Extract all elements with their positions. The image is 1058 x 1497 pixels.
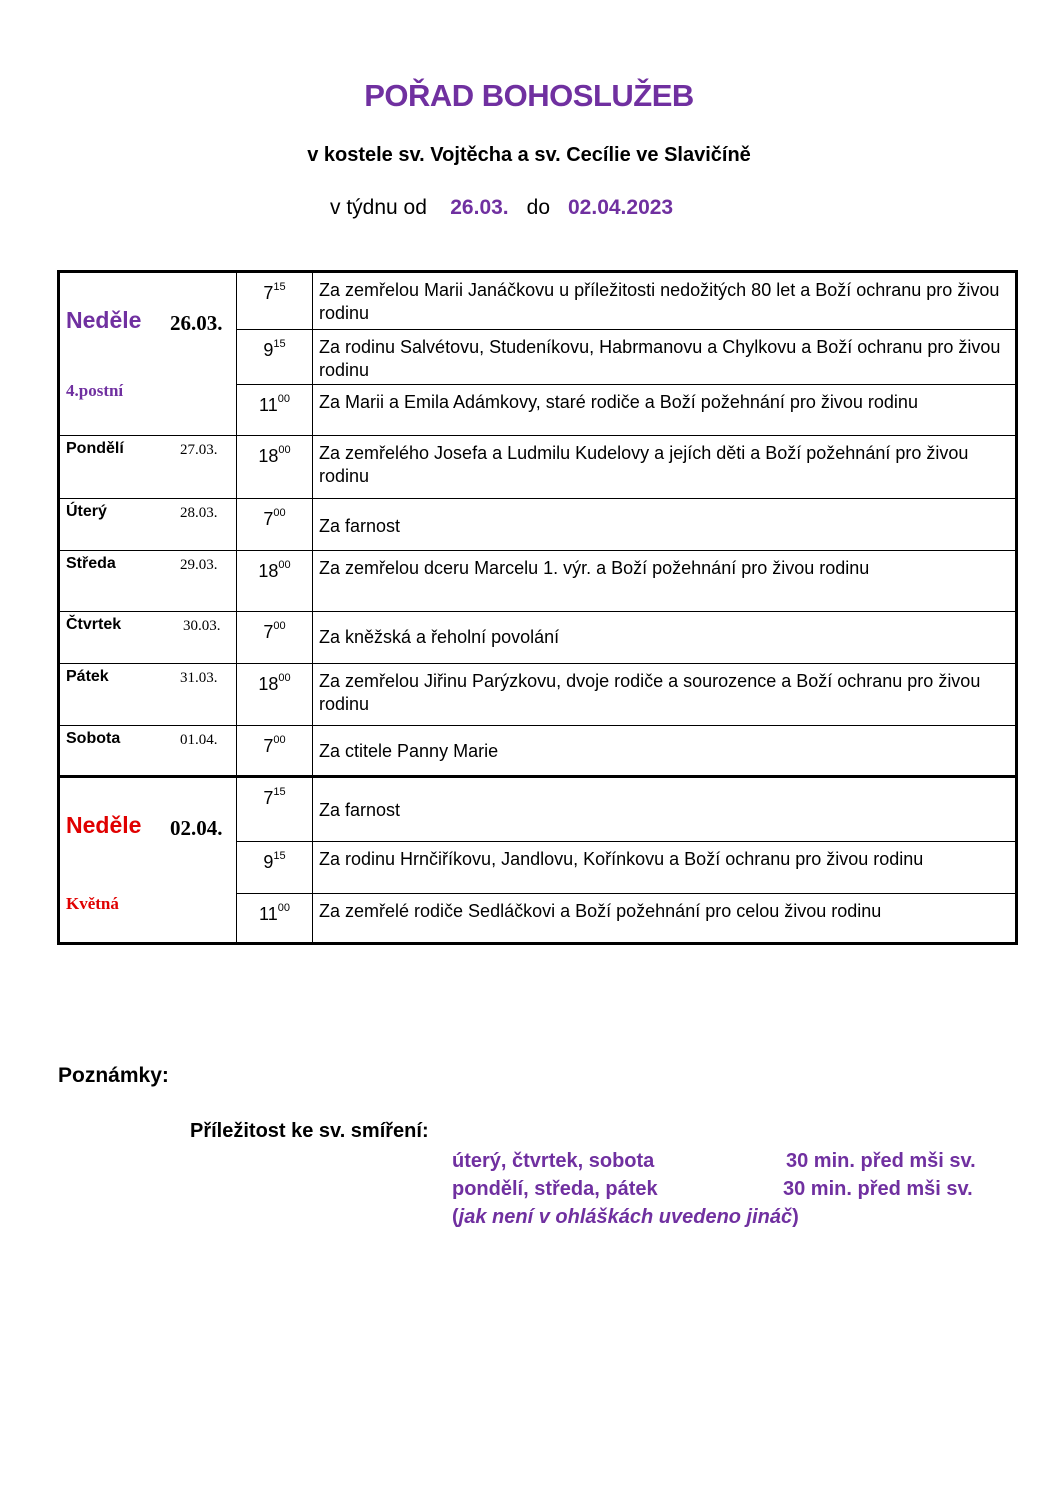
week-range bbox=[330, 196, 673, 220]
table-row bbox=[59, 499, 1017, 551]
mass-intention: Za zemřelou dceru Marcelu 1. výr. a Boží požehnání pro živou rodinu bbox=[313, 551, 1017, 612]
day-cell bbox=[59, 664, 237, 726]
mass-time: $11^{00}$ bbox=[237, 894, 313, 944]
mass-intention: Za farnost bbox=[313, 777, 1017, 842]
church-subtitle: v kostele sv. Vojtěcha a sv. Cecílie ve Slavičíně bbox=[307, 144, 751, 166]
mass-intention: Za zemřelé rodiče Sedláčkovi a Boží požehnání pro celou živou rodinu bbox=[313, 894, 1017, 944]
day-name: Neděle bbox=[66, 307, 142, 333]
day-date: 30.03. bbox=[183, 618, 221, 634]
table-row bbox=[59, 664, 1017, 726]
day-cell bbox=[59, 499, 237, 551]
mass-time: $11^{00}$ bbox=[237, 385, 313, 436]
day-date: 31.03. bbox=[180, 670, 218, 686]
table-row bbox=[59, 551, 1017, 612]
mass-intention: Za zemřelou Jiřinu Parýzkovu, dvoje rodiče a sourozence a Boží ochranu pro živou rodinu bbox=[313, 664, 1017, 726]
day-date: 27.03. bbox=[180, 442, 218, 458]
feast-name: 4.postní bbox=[66, 381, 124, 400]
day-date: 29.03. bbox=[180, 557, 218, 573]
notes-label: Poznámky: bbox=[58, 1064, 169, 1087]
day-cell bbox=[59, 436, 237, 499]
day-date: 02.04. bbox=[170, 816, 223, 840]
mass-time: $18^{00}$ bbox=[237, 664, 313, 726]
day-date: 01.04. bbox=[180, 732, 218, 748]
mass-time: $18^{00}$ bbox=[237, 436, 313, 499]
mass-intention: Za zemřelého Josefa a Ludmilu Kudelovy a jejích děti a Boží požehnání pro živou rodinu bbox=[313, 436, 1017, 499]
day-name: Pondělí bbox=[66, 440, 124, 457]
mass-time: $7^{15}$ bbox=[237, 777, 313, 842]
confession-days-1: úterý, čtvrtek, sobota bbox=[452, 1150, 655, 1172]
day-cell bbox=[59, 612, 237, 664]
table-row bbox=[59, 726, 1017, 777]
feast-name: Květná bbox=[66, 894, 119, 913]
date-from: 26.03. bbox=[450, 196, 509, 219]
confession-time-2: 30 min. před mši sv. bbox=[783, 1178, 973, 1200]
day-cell bbox=[59, 726, 237, 777]
mass-intention: Za rodinu Salvétovu, Studeníkovu, Habrmanovu a Chylkovu a Boží ochranu pro živou rodinu bbox=[313, 330, 1017, 385]
table-row bbox=[59, 272, 1017, 330]
mass-time: $9^{15}$ bbox=[237, 842, 313, 894]
day-date: 26.03. bbox=[170, 311, 223, 335]
mass-intention: Za rodinu Hrnčiříkovu, Jandlovu, Kořínkovu a Boží ochranu pro živou rodinu bbox=[313, 842, 1017, 894]
day-name: Čtvrtek bbox=[66, 616, 122, 633]
date-to: 02.04.2023 bbox=[568, 196, 674, 219]
day-date: 28.03. bbox=[180, 505, 218, 521]
confession-days-2: pondělí, středa, pátek bbox=[452, 1178, 658, 1200]
table-row bbox=[59, 612, 1017, 664]
confession-time-1: 30 min. před mši sv. bbox=[786, 1150, 976, 1172]
day-cell-sunday-1 bbox=[59, 272, 237, 436]
day-cell bbox=[59, 551, 237, 612]
mass-time: $9^{15}$ bbox=[237, 330, 313, 385]
day-name: Pátek bbox=[66, 668, 109, 685]
week-prefix: v týdnu od bbox=[330, 196, 427, 219]
page-title: POŘAD BOHOSLUŽEB bbox=[364, 78, 694, 113]
confession-label: Příležitost ke sv. smíření: bbox=[190, 1120, 429, 1142]
mass-intention: Za Marii a Emila Adámkovy, staré rodiče a Boží požehnání pro živou rodinu bbox=[313, 385, 1017, 436]
day-name: Úterý bbox=[66, 503, 107, 520]
mass-time: $7^{00}$ bbox=[237, 726, 313, 777]
table-row bbox=[59, 777, 1017, 842]
mass-time: $7^{15}$ bbox=[237, 272, 313, 330]
mass-intention: Za zemřelou Marii Janáčkovu u příležitosti nedožitých 80 let a Boží ochranu pro živou rodinu bbox=[313, 272, 1017, 330]
mass-intention: Za farnost bbox=[313, 499, 1017, 551]
table-row bbox=[59, 436, 1017, 499]
day-name: Sobota bbox=[66, 730, 121, 747]
confession-note: (jak není v ohláškách uvedeno jináč) bbox=[452, 1206, 799, 1228]
week-mid: do bbox=[526, 196, 550, 219]
schedule-table bbox=[57, 270, 1018, 945]
mass-time: $18^{00}$ bbox=[237, 551, 313, 612]
mass-time: $7^{00}$ bbox=[237, 499, 313, 551]
day-name: Středa bbox=[66, 555, 116, 572]
mass-intention: Za ctitele Panny Marie bbox=[313, 726, 1017, 777]
day-cell-sunday-2 bbox=[59, 777, 237, 944]
mass-time: $7^{00}$ bbox=[237, 612, 313, 664]
mass-intention: Za kněžská a řeholní povolání bbox=[313, 612, 1017, 664]
day-name: Neděle bbox=[66, 812, 142, 838]
